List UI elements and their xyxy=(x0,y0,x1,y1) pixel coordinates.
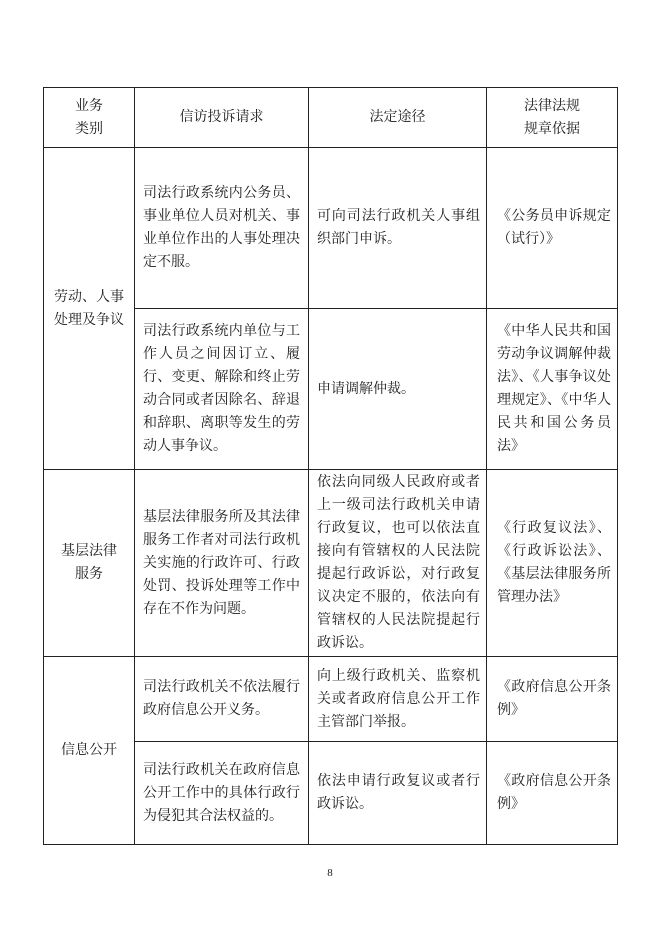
category-cell: 劳动、人事 处理及争议 xyxy=(44,148,135,470)
basis-cell: 《政府信息公开条例》 xyxy=(487,657,618,742)
basis-cell: 《公务员申诉规定（试行）》 xyxy=(487,148,618,309)
table-row xyxy=(44,470,618,657)
route-cell: 依法向同级人民政府或者上一级司法行政机关申请行政复议，也可以依法直接向有管辖权的人民法院提起行政诉讼，对行政复议决定不服的，依法向有管辖权的人民法院提起行政诉讼。 xyxy=(309,470,487,657)
request-cell: 基层法律服务所及其法律服务工作者对司法行政机关实施的行政许可、行政处罚、投诉处理等工作中存在不作为问题。 xyxy=(135,470,309,657)
request-cell: 司法行政机关不依法履行政府信息公开义务。 xyxy=(135,657,309,742)
category-cell: 基层法律 服务 xyxy=(44,470,135,657)
header-basis: 法律法规 规章依据 xyxy=(487,88,618,148)
route-cell: 申请调解仲裁。 xyxy=(309,309,487,470)
header-category: 业务 类别 xyxy=(44,88,135,148)
complaint-routes-table xyxy=(43,87,618,845)
request-cell: 司法行政系统内单位与工作人员之间因订立、履行、变更、解除和终止劳动合同或者因除名、辞退和辞职、离职等发生的劳动人事争议。 xyxy=(135,309,309,470)
route-cell: 依法申请行政复议或者行政诉讼。 xyxy=(309,742,487,845)
table-header-row xyxy=(44,88,618,148)
category-cell: 信息公开 xyxy=(44,657,135,845)
basis-cell: 《行政复议法》、《行政诉讼法》、《基层法律服务所管理办法》 xyxy=(487,470,618,657)
route-cell: 可向司法行政机关人事组织部门申诉。 xyxy=(309,148,487,309)
table-row xyxy=(44,657,618,742)
request-cell: 司法行政机关在政府信息公开工作中的具体行政行为侵犯其合法权益的。 xyxy=(135,742,309,845)
request-cell: 司法行政系统内公务员、事业单位人员对机关、事业单位作出的人事处理决定不服。 xyxy=(135,148,309,309)
header-route: 法定途径 xyxy=(309,88,487,148)
basis-cell: 《中华人民共和国劳动争议调解仲裁法》、《人事争议处理规定》、《中华人民共和国公务员法》 xyxy=(487,309,618,470)
page-number: 8 xyxy=(327,867,333,879)
route-cell: 向上级行政机关、监察机关或者政府信息公开工作主管部门举报。 xyxy=(309,657,487,742)
header-request: 信访投诉请求 xyxy=(135,88,309,148)
table-row xyxy=(44,148,618,309)
basis-cell: 《政府信息公开条例》 xyxy=(487,742,618,845)
